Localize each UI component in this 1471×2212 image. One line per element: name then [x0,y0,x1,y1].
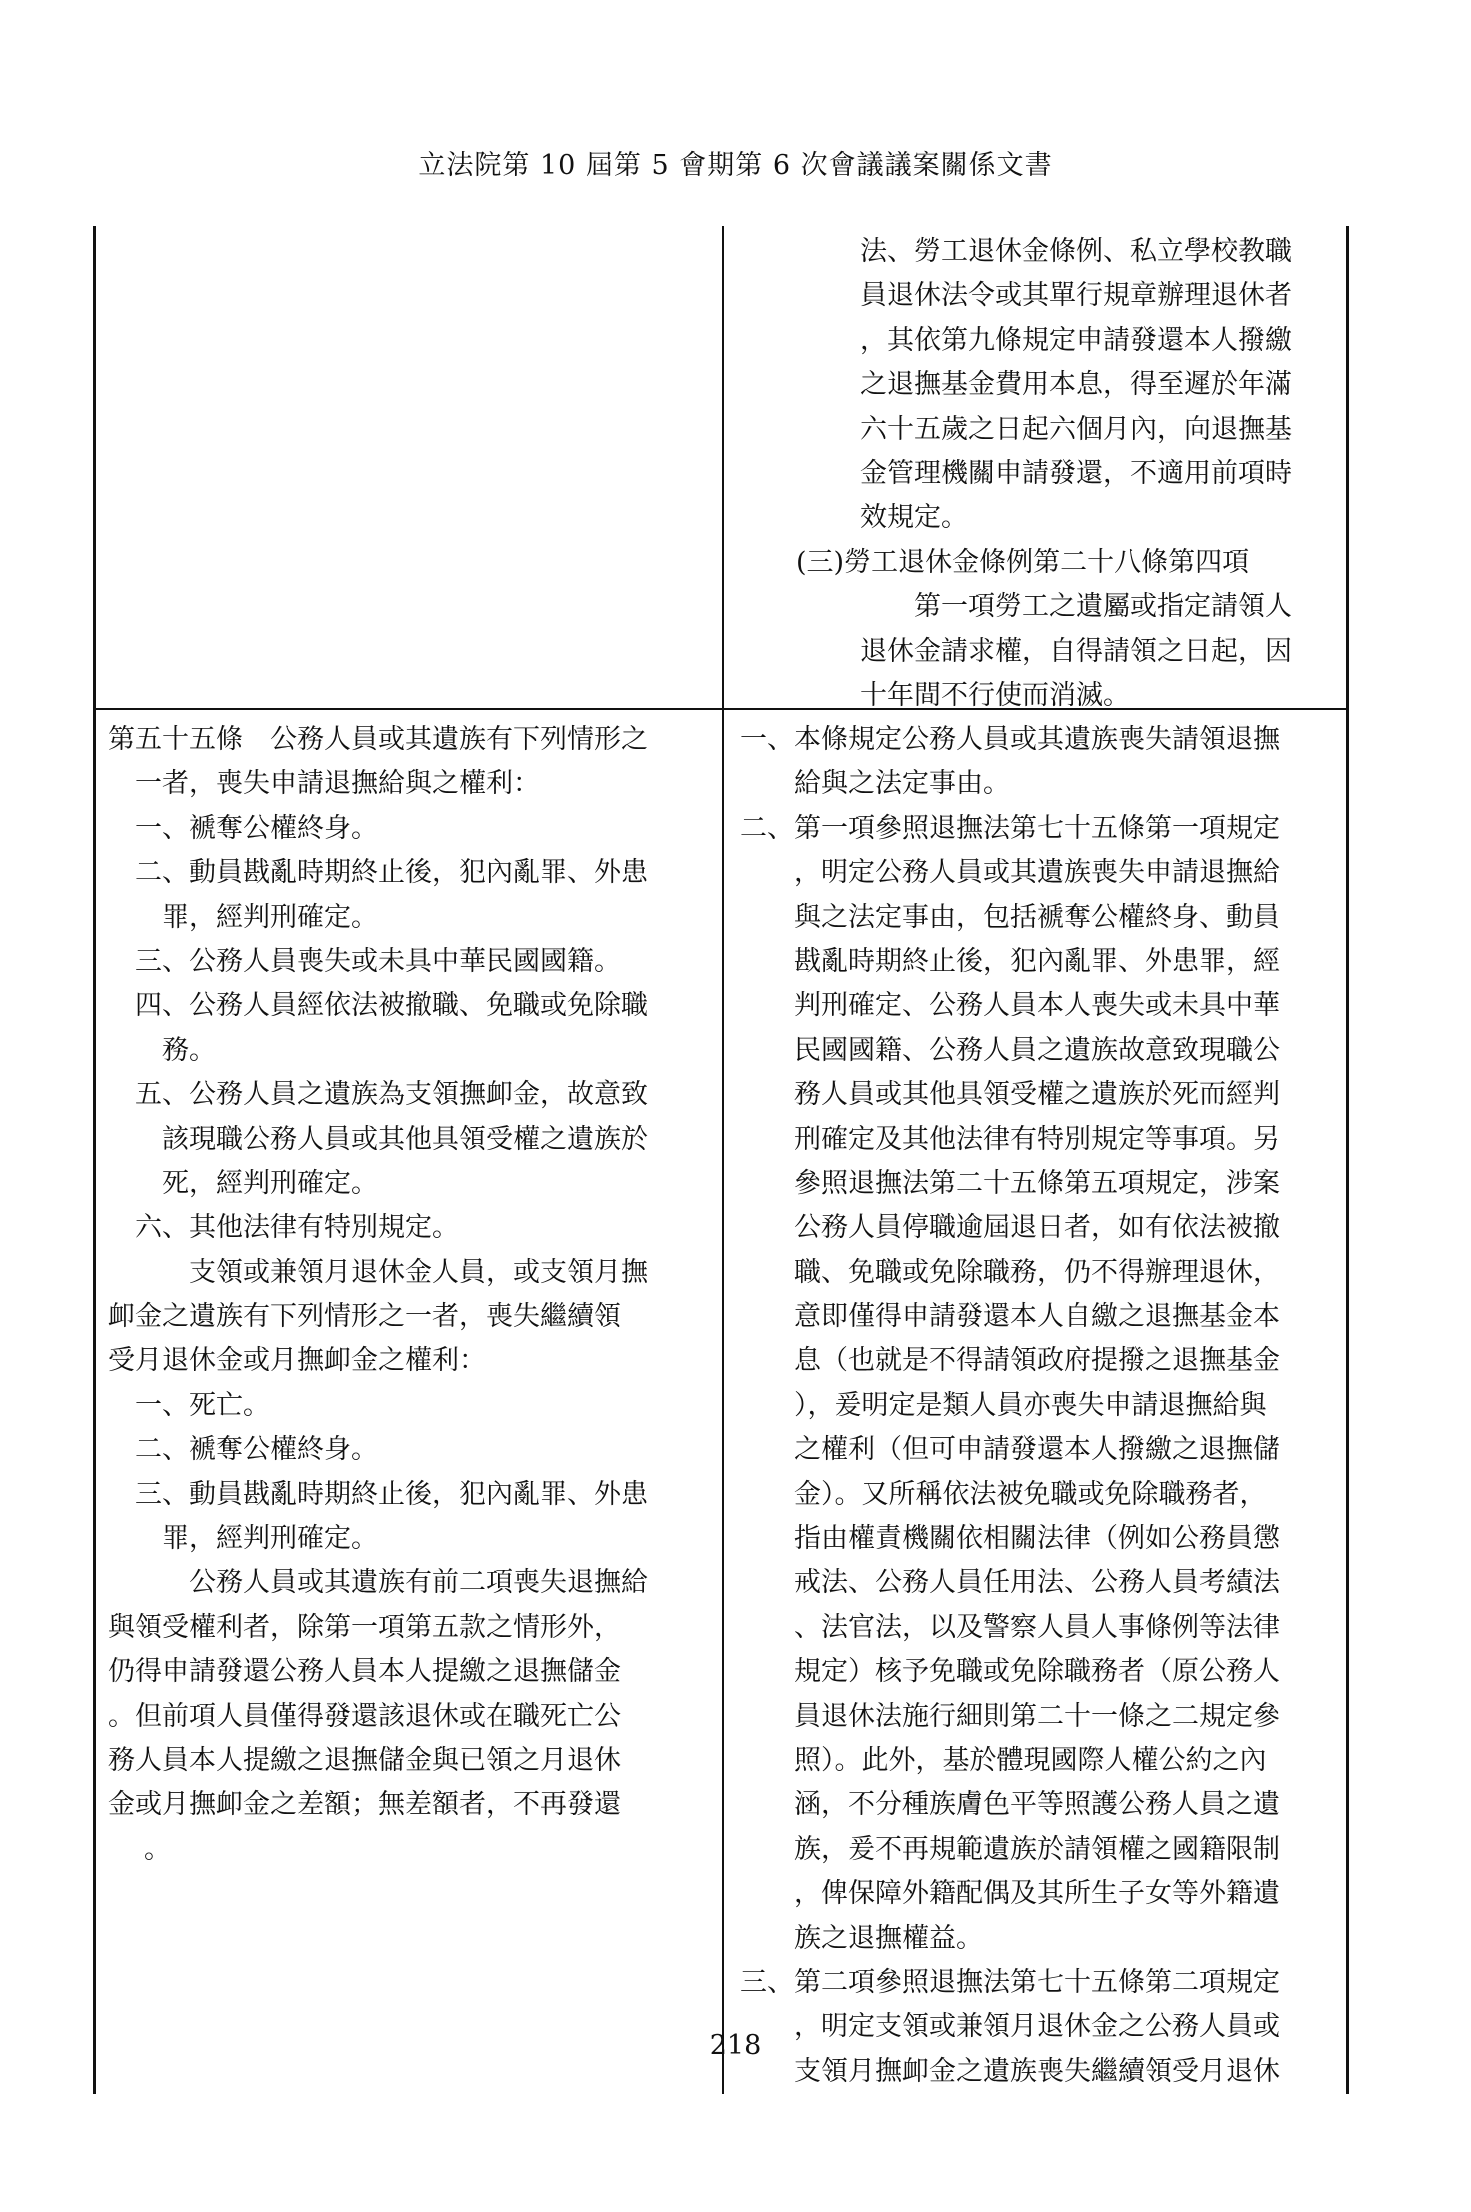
article-list-1 [108,807,714,1251]
list-item: 一、褫奪公權終身。 [135,812,378,844]
article-list-2 [108,1384,714,1562]
text-line: 受月退休金或月撫卹金之權利： [108,1345,486,1377]
text-line: ，明定支領或兼領月退休金之公務人員或 [794,2011,1280,2043]
explanation-item-3 [740,1961,1340,2094]
item-number: 一、 [740,724,794,755]
text-line: 務人員本人提繳之退撫儲金與已領之月退休 [108,1744,621,1776]
text-line: 。 [144,1833,171,1865]
text-line [740,1961,1340,2005]
text-line: 六十五歲之日起六個月內，向退撫基 [860,413,1292,445]
text-line: 民國國籍、公務人員之遺族故意致現職公 [794,1034,1280,1066]
list-item: 罪，經判刑確定。 [162,1523,378,1555]
text-line: 刑確定及其他法律有特別規定等事項。另 [794,1123,1280,1155]
table-left-border [93,226,96,2094]
text-line: 族，爰不再規範遺族於請領權之國籍限制 [794,1833,1280,1865]
list-item: 死，經判刑確定。 [162,1167,378,1199]
list-item: 二、動員戡亂時期終止後，犯內亂罪、外患 [135,857,648,889]
text-line: 公務人員或其遺族有前二項喪失退撫給 [189,1567,648,1599]
text-line: 、法官法，以及警察人員人事條例等法律 [794,1611,1280,1643]
article-text-cell [108,718,714,1872]
list-item: 一、死亡。 [135,1389,270,1421]
text-line: 參照退撫法第二十五條第五項規定，涉案 [794,1167,1280,1199]
list-item: 五、公務人員之遺族為支領撫卹金，故意致 [135,1079,648,1111]
text-line: 指由權責機關依相關法律（例如公務員懲 [794,1523,1280,1555]
subsection-heading: (三)勞工退休金條例第二十八條第四項 [796,546,1250,578]
list-item: 三、公務人員喪失或未具中華民國國籍。 [135,945,621,977]
article-paragraph-2 [108,1251,714,1384]
article-heading [108,718,714,807]
explanation-item-1 [740,718,1340,807]
text-line: 員退休法施行細則第二十一條之二規定參 [794,1700,1280,1732]
text-line [740,807,1340,851]
list-item: 二、褫奪公權終身。 [135,1434,378,1466]
text-line: 第五十五條 公務人員或其遺族有下列情形之 [108,724,648,755]
text-line: 金或月撫卹金之差額；無差額者，不再發還 [108,1789,621,1821]
text-line: ，其依第九條規定申請發還本人撥繳 [860,324,1292,356]
table-center-divider [722,226,724,2094]
text-line: 卹金之遺族有下列情形之一者，喪失繼續領 [108,1301,621,1333]
text-line: 法、勞工退休金條例、私立學校教職 [860,236,1292,267]
text-line: 退休金請求權，自得請領之日起，因 [860,635,1292,667]
item-body [740,851,1340,1961]
text-line: 與領受權利者，除第一項第五款之情形外， [108,1611,621,1643]
text-span: 本條規定公務人員或其遺族喪失請領退撫 [794,724,1280,755]
text-line: 族之退撫權益。 [794,1922,983,1954]
table-right-border [1346,226,1349,2094]
text-line: 公務人員停職逾屆退日者，如有依法被撤 [794,1212,1280,1244]
item-number: 二、 [740,812,794,844]
text-line: 戡亂時期終止後，犯內亂罪、外患罪，經 [794,945,1280,977]
text-line: 規定）核予免職或免除職務者（原公務人 [794,1656,1280,1688]
explanation-item-2 [740,807,1340,1961]
page-number: 218 [709,2030,762,2061]
item-number: 三、 [740,1966,794,1998]
text-line: 第一項勞工之遺屬或指定請領人 [914,591,1292,623]
article-paragraph-3 [108,1561,714,1872]
text-line: ），爰明定是類人員亦喪失申請退撫給與 [794,1389,1267,1421]
explanation-cell [740,718,1340,2094]
text-line: 員退休法令或其單行規章辦理退休者 [860,280,1292,312]
text-line: ，俾保障外籍配偶及其所生子女等外籍遺 [794,1878,1280,1910]
text-span: 第二項參照退撫法第七十五條第二項規定 [794,1966,1280,1998]
text-line: 戒法、公務人員任用法、公務人員考績法 [794,1567,1280,1599]
text-line: 涵，不分種族膚色平等照護公務人員之遺 [794,1789,1280,1821]
list-item: 四、公務人員經依法被撤職、免職或免除職 [135,990,648,1022]
text-line: 照）。此外，基於體現國際人權公約之內 [794,1744,1267,1776]
subsection-body [860,585,1338,718]
text-line: 支領或兼領月退休金人員，或支領月撫 [189,1256,648,1288]
page-header: 立法院第 10 屆第 5 會期第 6 次會議議案關係文書 [418,150,1053,181]
continuation-text [860,230,1338,541]
text-line: 息（也就是不得請領政府提撥之退撫基金 [794,1345,1280,1377]
list-item: 該現職公務人員或其他具領受權之遺族於 [162,1123,648,1155]
list-item: 三、動員戡亂時期終止後，犯內亂罪、外患 [135,1478,648,1510]
text-line: ，明定公務人員或其遺族喪失申請退撫給 [794,857,1280,889]
list-item: 務。 [162,1034,216,1066]
text-line: 金）。又所稱依法被免職或免除職務者， [794,1478,1267,1510]
list-item: 六、其他法律有特別規定。 [135,1212,459,1244]
text-line: 判刑確定、公務人員本人喪失或未具中華 [794,990,1280,1022]
text-line: 。但前項人員僅得發還該退休或在職死亡公 [108,1700,621,1732]
text-line [740,718,1340,762]
text-line: 支領月撫卹金之遺族喪失繼續領受月退休 [794,2055,1280,2087]
text-line: 務人員或其他具領受權之遺族於死而經判 [794,1079,1280,1111]
top-right-cell [730,230,1338,718]
text-line: 十年間不行使而消滅。 [860,679,1130,711]
text-line: 之權利（但可申請發還本人撥繳之退撫儲 [794,1434,1280,1466]
text-line: 仍得申請發還公務人員本人提繳之退撫儲金 [108,1656,621,1688]
text-line: 與之法定事由，包括褫奪公權終身、動員 [794,901,1280,933]
text-line: 意即僅得申請發還本人自繳之退撫基金本 [794,1301,1280,1333]
text-line: 金管理機關申請發還，不適用前項時 [860,457,1292,489]
text-line: 職、免職或免除職務，仍不得辦理退休， [794,1256,1280,1288]
text-line: 給與之法定事由。 [794,768,1010,800]
list-item: 罪，經判刑確定。 [162,901,378,933]
text-line: 效規定。 [860,502,968,534]
text-line: 一者，喪失申請退撫給與之權利： [135,768,540,800]
text-span: 第一項參照退撫法第七十五條第一項規定 [794,812,1280,844]
text-line: 之退撫基金費用本息，得至遲於年滿 [860,369,1292,401]
